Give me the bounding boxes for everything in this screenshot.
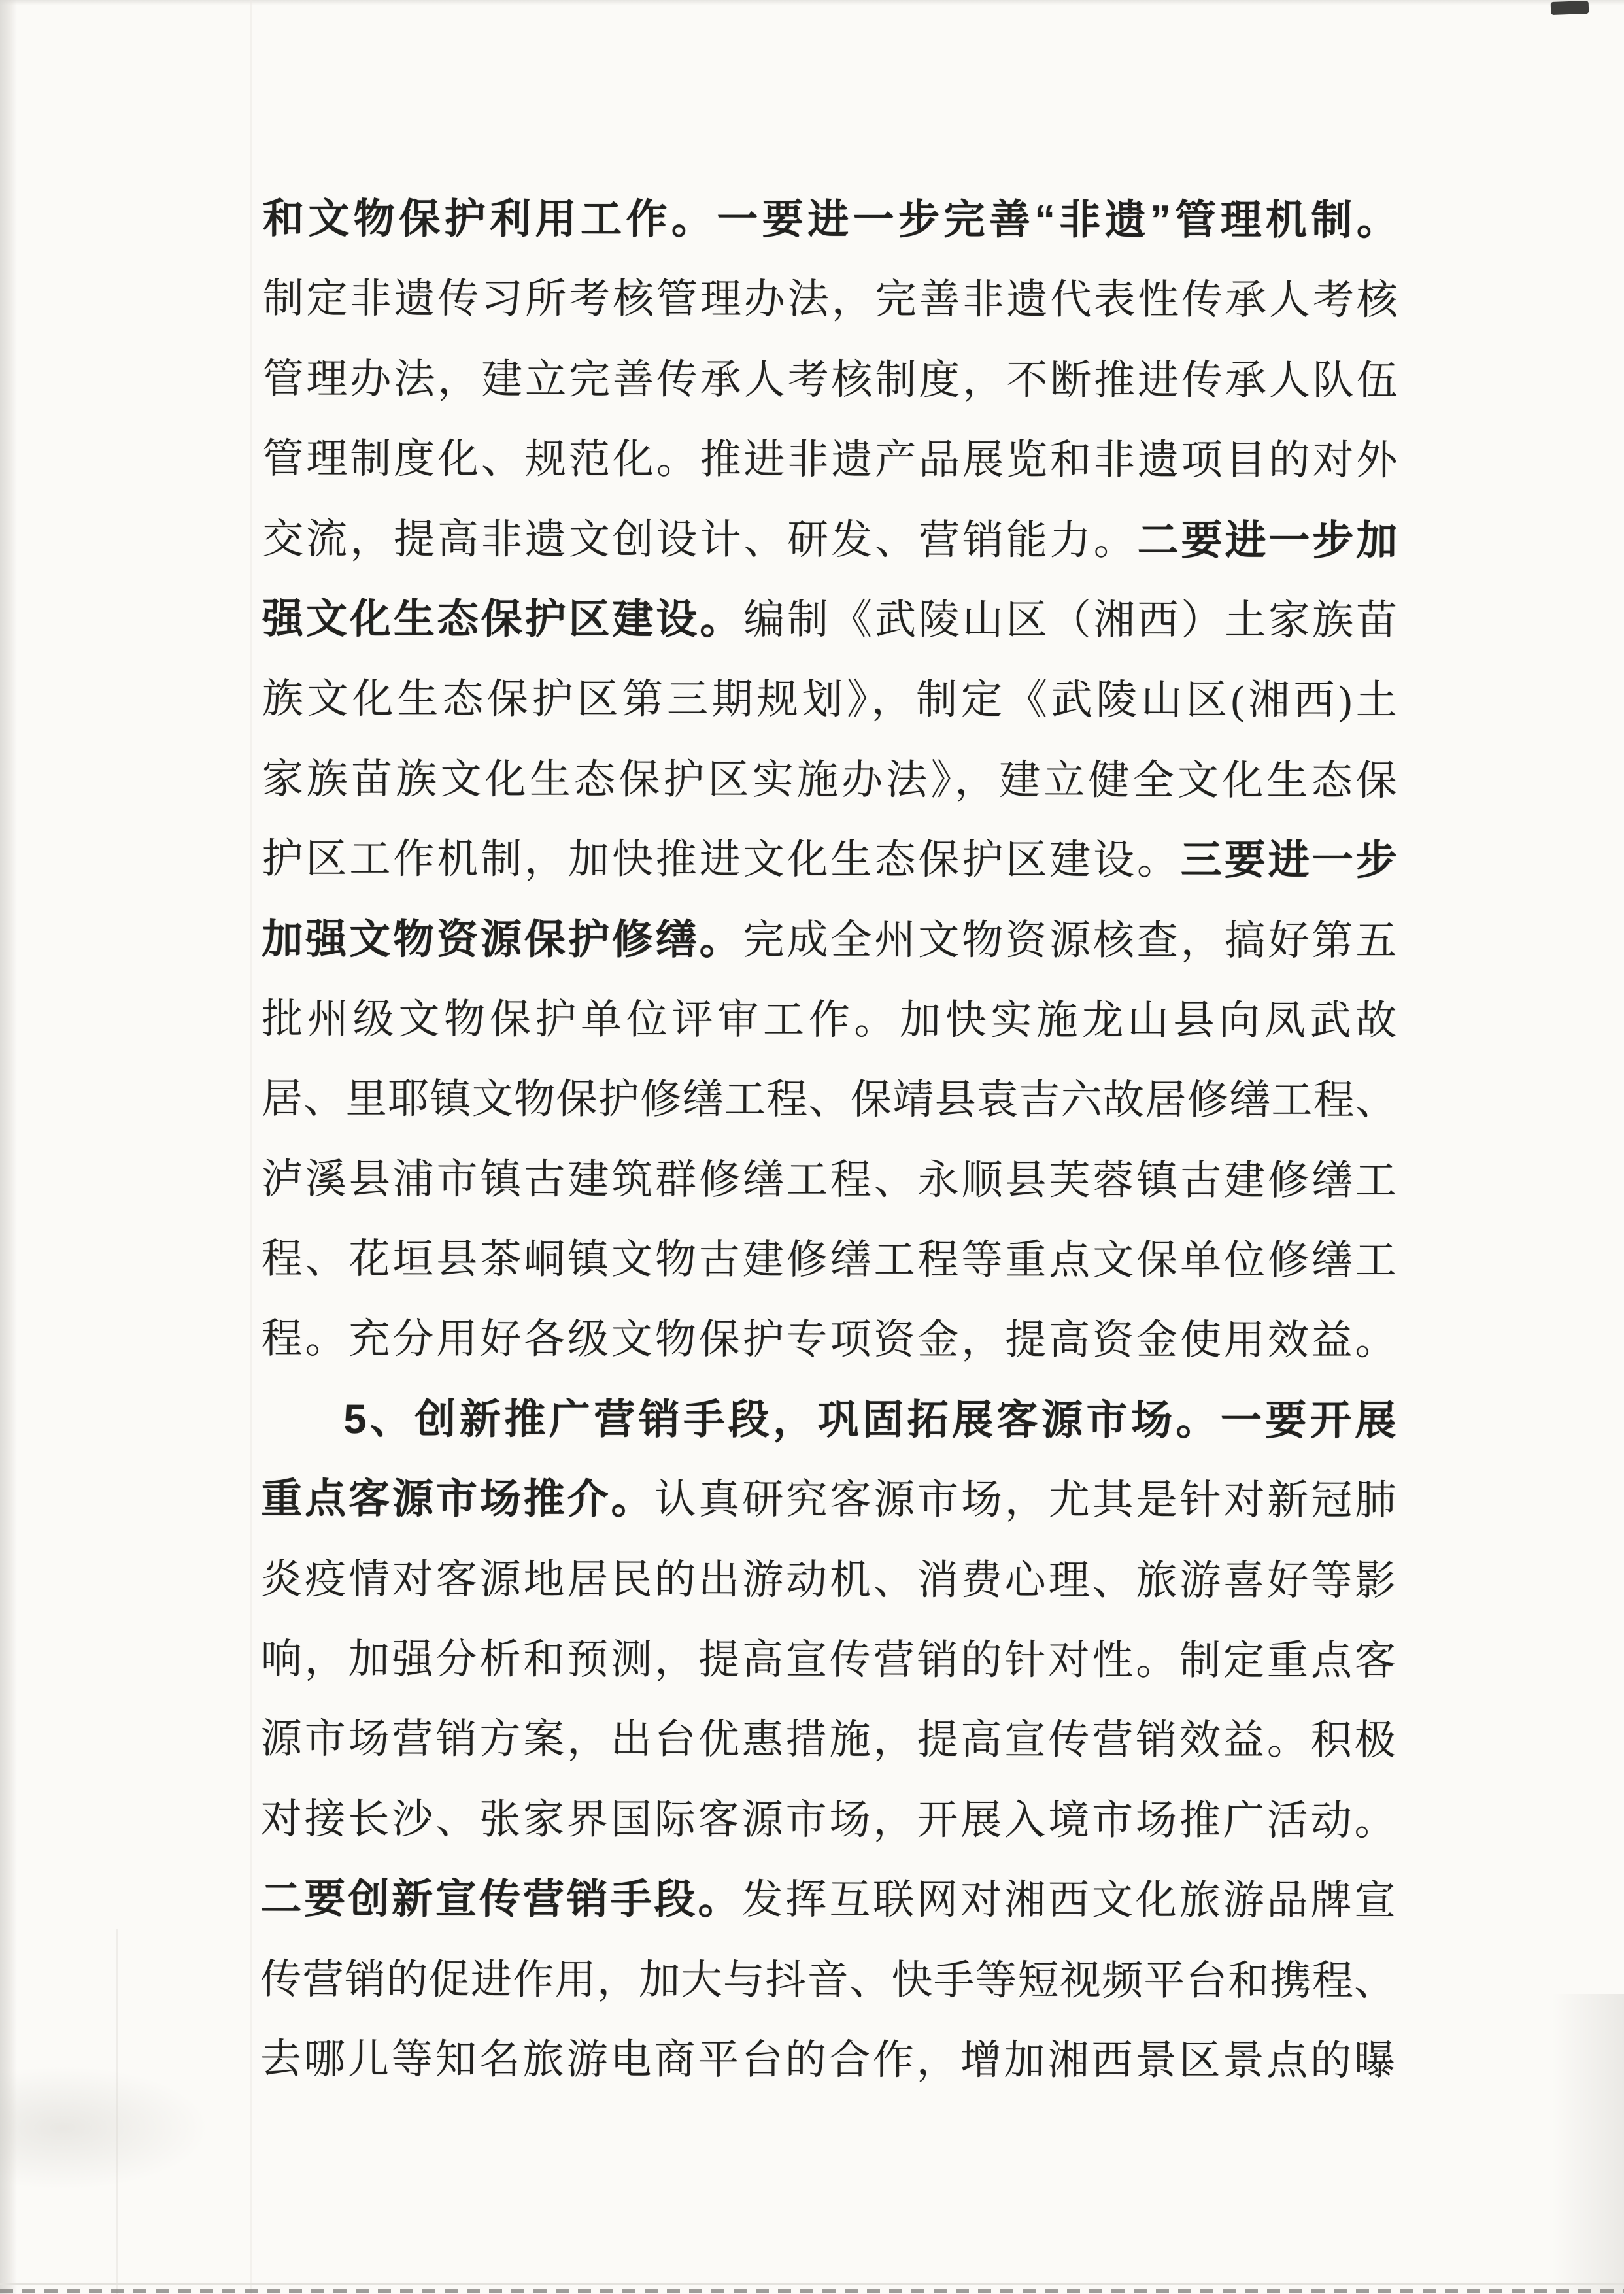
text-segment: 响，加强分析和预测，提高宣传营销的针对性。制定重点客 — [260, 1636, 1396, 1684]
scanner-edge-top-shadow — [0, 0, 1624, 5]
text-segment: 制定非遗传习所考核管理办法，完善非遗代表性传承人考核 — [262, 276, 1398, 324]
text-line — [262, 659, 1397, 741]
text-line — [263, 339, 1398, 421]
text-line — [260, 2019, 1395, 2101]
text-segment: 源市场营销方案，出台优惠措施，提高宣传营销效益。积极 — [260, 1716, 1396, 1764]
text-segment: 对接长沙、张家界国际客源市场，开展入境市场推广活动。 — [260, 1796, 1396, 1844]
text-line — [262, 419, 1397, 501]
bold-text-segment: 重点客源市场推介。 — [261, 1476, 655, 1523]
bold-text-segment: 5、创新推广营销手段，巩固拓展客源市场。一要开展 — [343, 1396, 1396, 1444]
text-segment: 族文化生态保护区第三期规划》，制定《武陵山区(湘西)土 — [262, 676, 1397, 724]
text-segment: 炎疫情对客源地居民的出游动机、消费心理、旅游喜好等影 — [261, 1556, 1396, 1604]
bold-text-segment: 和文物保护利用工作。一要进一步完善“非遗”管理机制。 — [262, 195, 1398, 244]
text-segment: 护区工作机制，加快推进文化生态保护区建设。 — [262, 835, 1181, 883]
bold-text-segment: 二要进一步加 — [1137, 517, 1398, 564]
text-segment: 程、花垣县茶峒镇文物古建修缮工程等重点文保单位修缮工 — [261, 1236, 1396, 1284]
text-segment: 去哪儿等知名旅游电商平台的合作，增加湘西景区景点的曝 — [260, 2036, 1396, 2084]
text-line — [262, 819, 1397, 901]
scan-ink-speck — [1551, 1, 1589, 15]
scan-smudge — [0, 2066, 209, 2190]
bold-text-segment: 二要创新宣传营销手段。 — [260, 1876, 742, 1923]
text-segment: 泸溪县浦市镇古建筑群修缮工程、永顺县芙蓉镇古建修缮工 — [261, 1156, 1396, 1204]
document-text — [260, 179, 1398, 2101]
text-line — [262, 499, 1397, 581]
text-line — [261, 1699, 1396, 1781]
text-line — [260, 1939, 1395, 2021]
text-line — [262, 1139, 1396, 1221]
scan-bottom-dashed-edge — [0, 2289, 1624, 2293]
text-line — [261, 1299, 1396, 1381]
scanner-edge-right-shadow — [1552, 1994, 1624, 2294]
text-segment: 认真研究客源市场，尤其是针对新冠肺 — [654, 1476, 1396, 1524]
text-segment: 家族苗族文化生态保护区实施办法》，建立健全文化生态保 — [262, 756, 1397, 803]
text-segment: 编制《武陵山区（湘西）土家族苗 — [743, 596, 1398, 644]
text-line — [261, 1539, 1396, 1621]
text-line — [260, 1859, 1395, 1941]
bold-text-segment: 强文化生态保护区建设。 — [262, 596, 744, 643]
scanner-edge-left-shadow — [0, 0, 17, 2294]
text-segment: 程。充分用好各级文物保护专项资金，提高资金使用效益。 — [261, 1316, 1396, 1364]
text-segment: 批州级文物保护单位评审工作。加快实施龙山县向凤武故 — [262, 996, 1397, 1044]
text-segment: 交流，提高非遗文创设计、研发、营销能力。 — [262, 516, 1138, 564]
bold-text-segment: 三要进一步 — [1180, 837, 1397, 884]
paper-crease-line — [250, 0, 252, 2294]
scan-bottom-shadow-line — [0, 2283, 1624, 2285]
text-segment: 居、里耶镇文物保护修缮工程、保靖县袁吉六故居修缮工程、 — [262, 1076, 1397, 1124]
text-line — [263, 259, 1398, 341]
text-segment: 完成全州文物资源核查，搞好第五 — [743, 917, 1397, 964]
text-line — [262, 739, 1397, 821]
text-segment: 发挥互联网对湘西文化旅游品牌宣 — [741, 1877, 1396, 1924]
text-line — [261, 1379, 1396, 1461]
text-line — [262, 899, 1396, 981]
text-line — [262, 979, 1396, 1061]
text-line — [261, 1619, 1396, 1701]
text-segment: 管理办法，建立完善传承人考核制度，不断推进传承人队伍 — [262, 356, 1398, 403]
text-segment: 传营销的促进作用，加大与抖音、快手等短视频平台和携程、 — [260, 1956, 1396, 2004]
text-line — [260, 1780, 1395, 1861]
text-line — [262, 1219, 1396, 1301]
bold-text-segment: 加强文物资源保护修缮。 — [262, 916, 743, 963]
text-line — [261, 1459, 1396, 1541]
text-line — [262, 579, 1397, 661]
text-segment: 管理制度化、规范化。推进非遗产品展览和非遗项目的对外 — [262, 435, 1398, 484]
text-line — [263, 179, 1398, 261]
text-line — [262, 1059, 1396, 1141]
